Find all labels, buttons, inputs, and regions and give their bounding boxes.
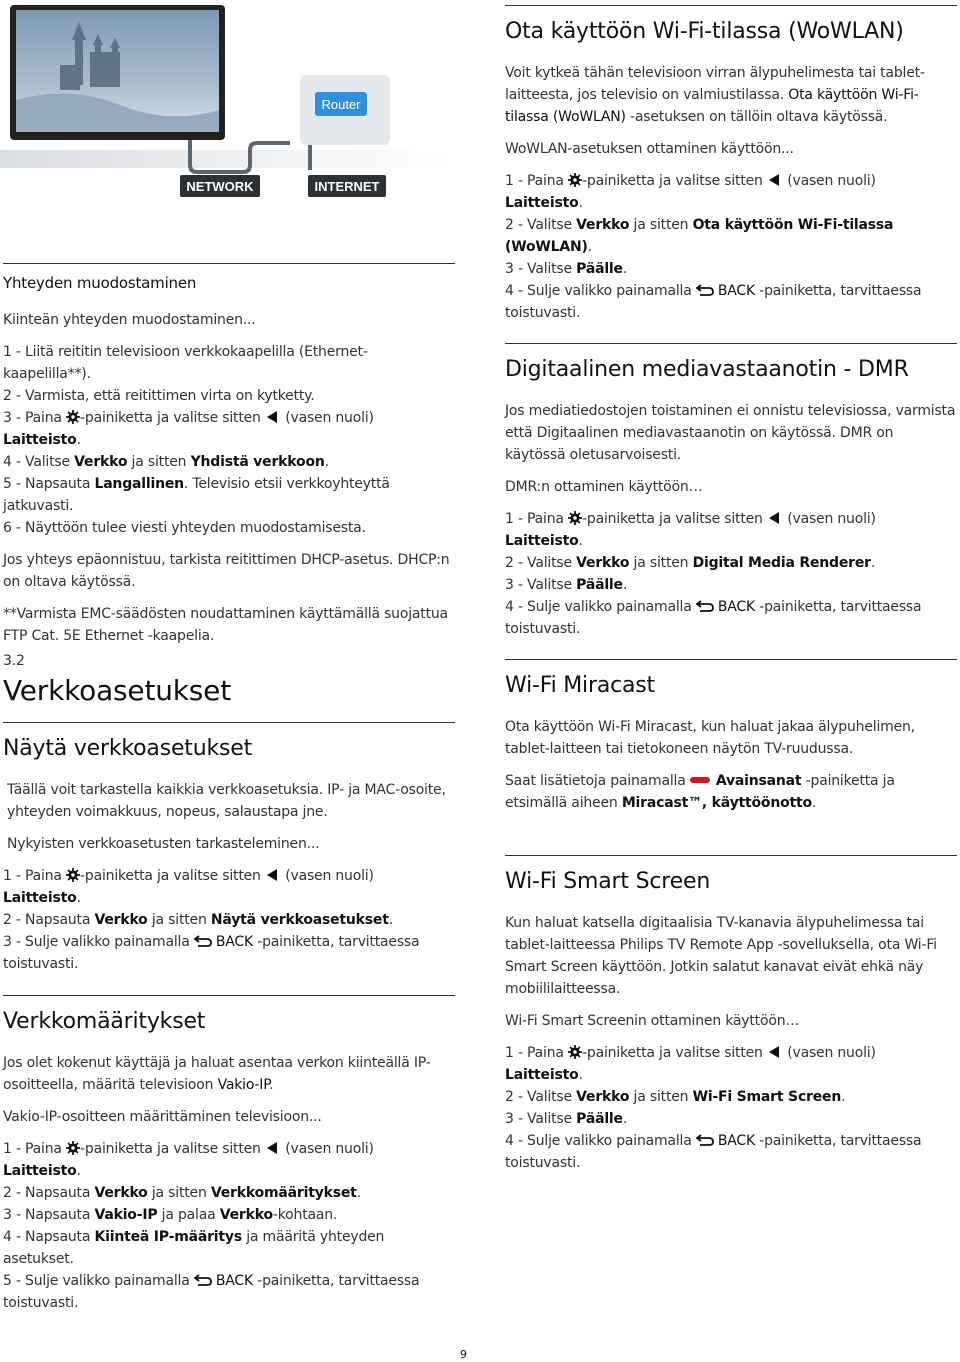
red-key-icon (690, 777, 710, 783)
left-arrow-icon (267, 411, 277, 423)
back-icon (696, 1134, 714, 1146)
svg-text:NETWORK: NETWORK (186, 179, 254, 194)
view-step-2: 2 - Napsauta Verkko ja sitten Näytä verkkoasetukset. (3, 912, 393, 928)
connect-step-1: 1 - Liitä reititin televisioon verkkokaapelilla (Ethernet-kaapelilla**). (3, 344, 368, 382)
svg-text:Router: Router (321, 97, 361, 112)
dmr-sub: DMR:n ottaminen käyttöön… (505, 479, 703, 495)
config-step-3: 3 - Napsauta Vakio-IP ja palaa Verkko-kohtaan. (3, 1207, 338, 1223)
config-intro: Jos olet kokenut käyttäjä ja haluat asentaa verkon kiinteällä IP-osoitteella, määritä televisioon Vakio-IP. (3, 1055, 431, 1093)
wowlan-step-4: 4 - Sulje valikko painamalla BACK -painiketta, tarvittaessa toistuvasti. (505, 283, 922, 321)
connect-dhcp: Jos yhteys epäonnistuu, tarkista reitittimen DHCP-asetus. DHCP:n on oltava käytössä. (3, 552, 450, 590)
smartscreen-intro: Kun haluat katsella digitaalisia TV-kanavia älypuhelimessa tai tablet-laitteessa Philips TV Remote App -sovelluksella, ota Wi-Fi Smart Screen käyttöön. Jotkin salatut kanavat eivät ehkä näy mobiililaitteessa. (505, 915, 937, 997)
back-icon (194, 935, 212, 947)
settings-gear-icon (568, 511, 582, 525)
wowlan-heading: Ota käyttöön Wi-Fi-tilassa (WoWLAN) (505, 19, 904, 44)
back-icon (194, 1274, 212, 1286)
left-arrow-icon (769, 174, 779, 186)
connect-step-3: 3 - Paina -painiketta ja valitse sitten (vasen nuoli) Laitteisto. (3, 410, 374, 448)
section-title: Verkkoasetukset (3, 674, 231, 707)
settings-gear-icon (568, 1045, 582, 1059)
miracast-section (505, 672, 957, 814)
view-step-3: 3 - Sulje valikko painamalla BACK -painiketta, tarvittaessa toistuvasti. (3, 934, 420, 972)
connect-step-6: 6 - Näyttöön tulee viesti yhteyden muodostamisesta. (3, 520, 366, 536)
smartscreen-section (505, 868, 957, 1174)
view-sub: Nykyisten verkkoasetusten tarkasteleminen... (7, 836, 320, 852)
section-number: 3.2 (3, 653, 25, 669)
settings-gear-icon (568, 173, 582, 187)
router-icon (300, 75, 390, 145)
dmr-step-4: 4 - Sulje valikko painamalla BACK -painiketta, tarvittaessa toistuvasti. (505, 599, 922, 637)
connect-subheading: Kiinteän yhteyden muodostaminen... (3, 312, 256, 328)
view-section (3, 735, 455, 975)
settings-gear-icon (66, 868, 80, 882)
view-heading: Näytä verkkoasetukset (3, 736, 253, 761)
dmr-section (505, 356, 957, 640)
miracast-heading: Wi-Fi Miracast (505, 673, 655, 698)
back-icon (696, 284, 714, 296)
wowlan-sub: WoWLAN-asetuksen ottaminen käyttöön... (505, 141, 794, 157)
wowlan-section (505, 18, 957, 324)
smartscreen-step-3: 3 - Valitse Päälle. (505, 1111, 628, 1127)
wowlan-step-3: 3 - Valitse Päälle. (505, 261, 628, 277)
dmr-heading: Digitaalinen mediavastaanotin - DMR (505, 357, 909, 382)
config-sub: Vakio-IP-osoitteen määrittäminen televisioon... (3, 1109, 322, 1125)
config-step-1: 1 - Paina -painiketta ja valitse sitten (vasen nuoli) Laitteisto. (3, 1141, 374, 1179)
config-section (3, 1008, 455, 1314)
miracast-intro: Ota käyttöön Wi-Fi Miracast, kun haluat jakaa älypuhelimen, tablet-laitteen tai tietokoneen näytön TV-ruudussa. (505, 719, 915, 757)
svg-text:INTERNET: INTERNET (314, 179, 380, 194)
dmr-step-2: 2 - Valitse Verkko ja sitten Digital Media Renderer. (505, 555, 876, 571)
smartscreen-heading: Wi-Fi Smart Screen (505, 869, 711, 894)
left-arrow-icon (267, 869, 277, 881)
wowlan-intro: Voit kytkeä tähän televisioon virran älypuhelimesta tai tablet-laitteesta, jos televisio on valmiustilassa. Ota käyttöön Wi-Fi-tilassa (WoWLAN) -asetuksen on tällöin oltava käytössä. (505, 65, 925, 125)
connect-step-4: 4 - Valitse Verkko ja sitten Yhdistä verkkoon. (3, 454, 329, 470)
settings-gear-icon (66, 410, 80, 424)
settings-gear-icon (66, 1141, 80, 1155)
config-heading: Verkkomääritykset (3, 1009, 206, 1034)
connect-step-2: 2 - Varmista, että reitittimen virta on kytketty. (3, 388, 315, 404)
connect-section (3, 272, 455, 647)
dmr-step-1: 1 - Paina -painiketta ja valitse sitten (vasen nuoli) Laitteisto. (505, 511, 876, 549)
page-number: 9 (460, 1348, 467, 1361)
config-step-5: 5 - Sulje valikko painamalla BACK -painiketta, tarvittaessa toistuvasti. (3, 1273, 420, 1311)
smartscreen-sub: Wi-Fi Smart Screenin ottaminen käyttöön… (505, 1013, 800, 1029)
miracast-info: Saat lisätietoja painamalla Avainsanat -painiketta ja etsimällä aiheen Miracast™, käyttöönotto. (505, 773, 895, 811)
back-icon (696, 600, 714, 612)
view-step-1: 1 - Paina -painiketta ja valitse sitten (vasen nuoli) Laitteisto. (3, 868, 374, 906)
smartscreen-step-4: 4 - Sulje valikko painamalla BACK -painiketta, tarvittaessa toistuvasti. (505, 1133, 922, 1171)
connect-heading: Yhteyden muodostaminen (3, 274, 197, 292)
config-step-2: 2 - Napsauta Verkko ja sitten Verkkomääritykset. (3, 1185, 361, 1201)
config-step-4: 4 - Napsauta Kiinteä IP-määritys ja määritä yhteyden asetukset. (3, 1229, 385, 1267)
left-arrow-icon (769, 1046, 779, 1058)
dmr-step-3: 3 - Valitse Päälle. (505, 577, 628, 593)
wowlan-step-2: 2 - Valitse Verkko ja sitten Ota käyttöön Wi-Fi-tilassa (WoWLAN). (505, 217, 894, 255)
network-illustration (0, 0, 455, 210)
dmr-intro: Jos mediatiedostojen toistaminen ei onnistu televisiossa, varmista että Digitaalinen mediavastaanotin on käytössä. DMR on käytössä oletusarvoisesti. (505, 403, 956, 463)
connect-step-5: 5 - Napsauta Langallinen. Televisio etsii verkkoyhteyttä jatkuvasti. (3, 476, 390, 514)
left-arrow-icon (769, 512, 779, 524)
view-intro: Täällä voit tarkastella kaikkia verkkoasetuksia. IP- ja MAC-osoite, yhteyden voimakkuus, nopeus, salaustapa jne. (7, 782, 446, 820)
wowlan-step-1: 1 - Paina -painiketta ja valitse sitten (vasen nuoli) Laitteisto. (505, 173, 876, 211)
section-header (3, 650, 455, 708)
left-arrow-icon (267, 1142, 277, 1154)
smartscreen-step-2: 2 - Valitse Verkko ja sitten Wi-Fi Smart Screen. (505, 1089, 846, 1105)
smartscreen-step-1: 1 - Paina -painiketta ja valitse sitten (vasen nuoli) Laitteisto. (505, 1045, 876, 1083)
connect-note: **Varmista EMC-säädösten noudattaminen käyttämällä suojattua FTP Cat. 5E Ethernet -kaapelia. (3, 606, 448, 644)
